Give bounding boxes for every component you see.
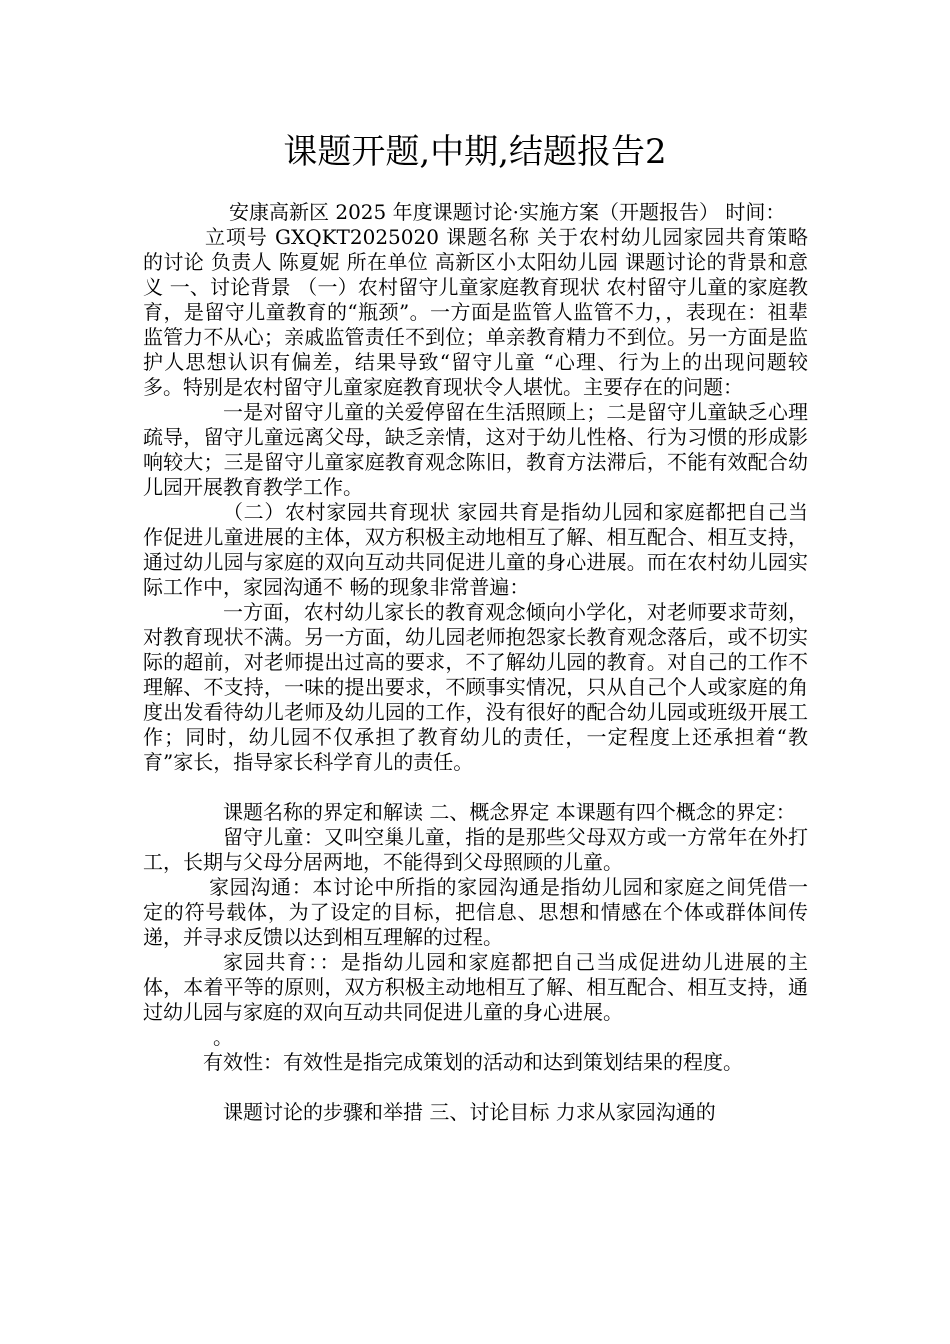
paragraph-left-behind-children: 留守儿童：又叫空巢儿童，指的是那些父母双方或一方常年在外打工，长期与父母分居两地，不能得到父母照顾的儿童。	[143, 825, 808, 874]
paragraph-home-school-coeducation: 家园共育：：是指幼儿园和家庭都把自己当成促进幼儿进展的主体，本着平等的原则，双方积极主动地相互了解、相互配合、相互支持，通过幼儿园与家庭的双向互动共同促进儿童的身心进展。	[143, 950, 808, 1024]
paragraph-research-steps: 课题讨论的步骤和举措 三、讨论目标 力求从家园沟通的	[223, 1100, 716, 1124]
paragraph-home-school-status: （二）农村家园共育现状 家园共育是指幼儿园和家庭都把自己当作促进儿童进展的主体，双方积极主动地相互了解、相互配合、相互支持，通过幼儿园与家庭的双向互动共同促进儿童的身心进展。而在农村幼儿园实际工作中，家园沟通不 畅的现象非常普遍：	[143, 500, 808, 599]
document-title: 课题开题,中期,结题报告2	[283, 132, 667, 172]
paragraph-project-info-background: 立项号 GXQKT2025020 课题名称 关于农村幼儿园家园共育策略的讨论 负责人 陈夏妮 所在单位 高新区小太阳幼儿园 课题讨论的背景和意义 一、讨论背景 （一）农村留守儿童家庭教育现状 农村留守儿童的家庭教育，是留守儿童教育的“瓶颈”。一方面是监管人监管不力，，表现在：祖辈监管力不从心；亲戚监管责任不到位；单亲教育精力不到位。另一方面是监护人思想认识有偏差，结果导致“留守儿童 “心理、行为上的出现问题较多。特别是农村留守儿童家庭教育现状令人堪忧。主要存在的问题：	[143, 225, 808, 399]
paragraph-home-school-communication: 家园沟通：本讨论中所指的家园沟通是指幼儿园和家庭之间凭借一定的符号载体，为了设定的目标，把信息、思想和情感在个体或群体间传递，并寻求反馈以达到相互理解的过程。	[143, 875, 808, 949]
paragraph-effectiveness: 有效性：有效性是指完成策划的活动和达到策划结果的程度。	[203, 1050, 743, 1074]
paragraph-plan-header: 安康高新区 2025 年度课题讨论·实施方案（开题报告） 时间：	[229, 200, 786, 224]
paragraph-stray-mark: 。	[213, 1025, 233, 1049]
document-body	[143, 200, 808, 1125]
paragraph-concept-definition: 课题名称的界定和解读 二、概念界定 本课题有四个概念的界定：	[223, 800, 796, 824]
paragraph-main-problems: 一是对留守儿童的关爱停留在生活照顾上；二是留守儿童缺乏心理疏导，留守儿童远离父母，缺乏亲情，这对于幼儿性格、行为习惯的形成影响较大；三是留守儿童家庭教育观念陈旧，教育方法滞后，不能有效配合幼儿园开展教育教学工作。	[143, 400, 808, 499]
paragraph-communication-issues: 一方面，农村幼儿家长的教育观念倾向小学化，对老师要求苛刻，对教育现状不满。另一方面，幼儿园老师抱怨家长教育观念落后，或不切实际的超前，对老师提出过高的要求，不了解幼儿园的教育。对自己的工作不理解、不支持，一味的提出要求，不顾事实情况，只从自己个人或家庭的角度出发看待幼儿老师及幼儿园的工作，没有很好的配合幼儿园或班级开展工作；同时，幼儿园不仅承担了教育幼儿的责任，一定程度上还承担着“教育”家长，指导家长科学育儿的责任。	[143, 600, 808, 774]
